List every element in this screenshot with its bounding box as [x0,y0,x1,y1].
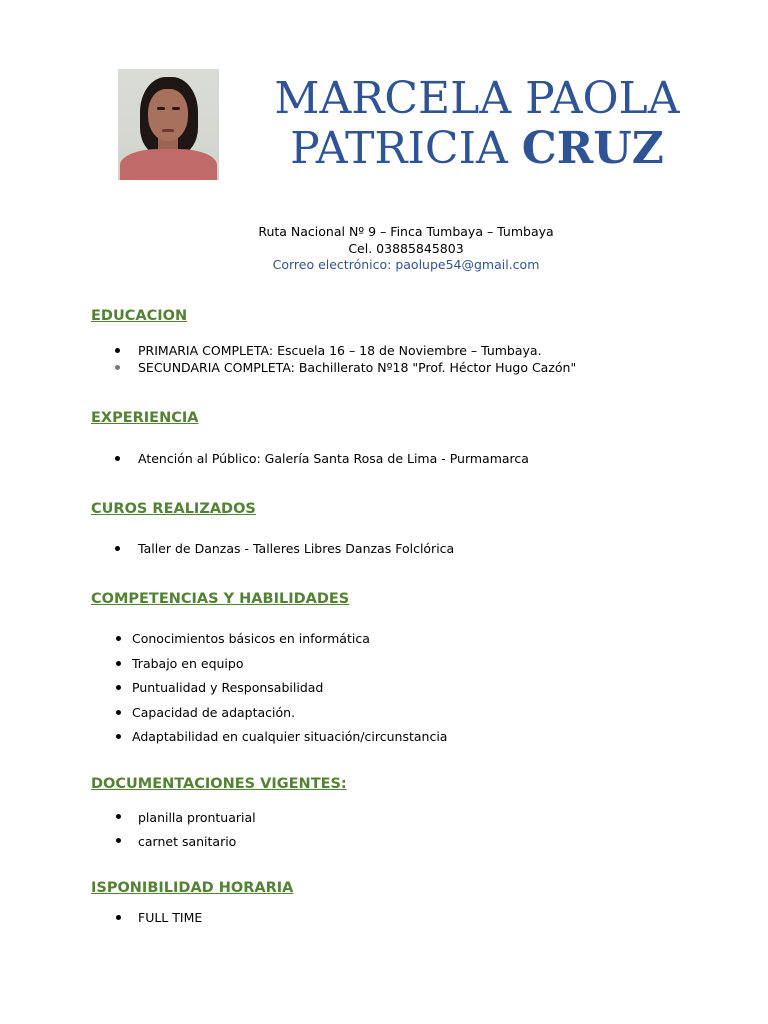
contact-block [186,224,626,274]
name-line-2-regular: PATRICIA [290,123,508,174]
address: Ruta Nacional Nº 9 – Finca Tumbaya – Tumbaya [258,224,554,239]
section-heading-documentaciones: DOCUMENTACIONES VIGENTES: [91,776,347,792]
documentaciones-list [138,806,256,854]
list-item: Trabajo en equipo [132,652,447,677]
name-line-2 [240,124,714,174]
profile-photo [118,69,219,180]
list-item: SECUNDARIA COMPLETA: Bachillerato Nº18 "Prof. Héctor Hugo Cazón" [138,360,576,377]
name-line-1: MARCELA PAOLA [274,73,680,124]
disponibilidad-list [138,910,202,926]
list-item: PRIMARIA COMPLETA: Escuela 16 – 18 de Noviembre – Tumbaya. [138,343,576,360]
list-item: Taller de Danzas - Talleres Libres Danzas Folclórica [138,541,454,557]
phone: Cel. 03885845803 [348,240,464,256]
surname: CRUZ [521,123,664,174]
list-item: FULL TIME [138,910,202,926]
list-item: Atención al Público: Galería Santa Rosa de Lima - Purmamarca [138,451,529,467]
section-heading-educacion: EDUCACION [91,308,188,324]
educacion-list [138,343,576,376]
list-item: Puntualidad y Responsabilidad [132,676,447,701]
section-heading-experiencia: EXPERIENCIA [91,410,199,426]
list-item: carnet sanitario [138,830,256,854]
section-heading-competencias: COMPETENCIAS Y HABILIDADES [91,591,350,607]
section-heading-disponibilidad: ISPONIBILIDAD HORARIA [91,880,294,896]
cursos-list [138,541,454,557]
section-heading-cursos: CUROS REALIZADOS [91,501,256,517]
experiencia-list [138,451,529,467]
competencias-list [132,627,447,750]
list-item: Conocimientos básicos en informática [132,627,447,652]
list-item: Adaptabilidad en cualquier situación/circunstancia [132,725,447,750]
list-item: planilla prontuarial [138,806,256,830]
list-item: Capacidad de adaptación. [132,701,447,726]
email-link[interactable]: Correo electrónico: paolupe54@gmail.com [272,257,540,272]
candidate-name [240,74,714,174]
